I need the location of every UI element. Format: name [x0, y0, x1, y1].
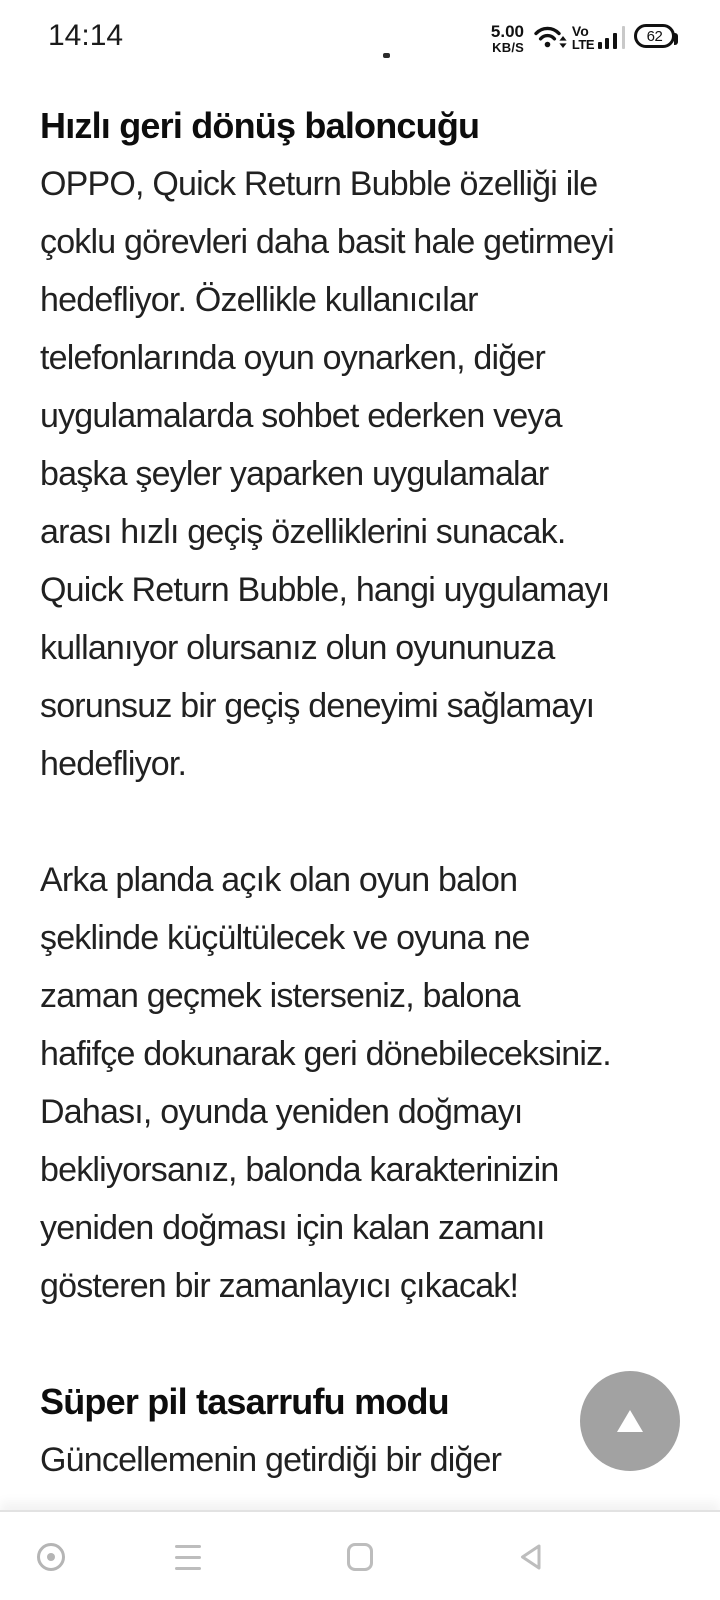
nav-smart-sidebar-button[interactable]	[6, 1512, 96, 1600]
nav-recents-button[interactable]	[315, 1512, 405, 1600]
nav-menu-button[interactable]	[143, 1512, 233, 1600]
circle-dot-icon	[37, 1543, 65, 1571]
text-line: telefonlarında oyun oynarken, diğer	[40, 339, 546, 377]
text-line: bekliyorsanız, balonda karakterinizin	[40, 1151, 559, 1189]
text-line: uygulamalarda sohbet ederken veya	[40, 397, 562, 435]
text-line: hedefliyor. Özellikle kullanıcılar	[40, 281, 478, 319]
hamburger-menu-icon	[175, 1545, 201, 1570]
paragraph-1	[40, 155, 680, 793]
section-heading-super-battery-saver: Süper pil tasarrufu modu	[40, 1381, 449, 1422]
text-line: Güncellemenin getirdiği bir diğer	[40, 1441, 502, 1479]
up-triangle-icon	[617, 1410, 643, 1432]
text-line: gösteren bir zamanlayıcı çıkacak!	[40, 1267, 519, 1305]
nav-back-button[interactable]	[486, 1512, 576, 1600]
section-heading-quick-return-bubble: Hızlı geri dönüş baloncuğu	[40, 105, 480, 146]
text-line: şeklinde küçültülecek ve oyuna ne	[40, 919, 530, 957]
navigation-bar	[0, 1510, 720, 1600]
text-line: hafifçe dokunarak geri dönebileceksiniz.	[40, 1035, 611, 1073]
text-line: çoklu görevleri daha basit hale getirmeyi	[40, 223, 614, 261]
volte-line1: Vo	[571, 23, 589, 39]
network-speed-unit: KB/S	[492, 40, 524, 55]
text-line: Arka planda açık olan oyun balon	[40, 861, 518, 899]
volte-line2: LTE	[571, 37, 594, 52]
text-line: sorunsuz bir geçiş deneyimi sağlamayı	[40, 687, 595, 725]
text-line: hedefliyor.	[40, 745, 187, 783]
text-line: arası hızlı geçiş özelliklerini sunacak.	[40, 513, 566, 551]
clock: 14:14	[48, 19, 124, 52]
text-line: kullanıyor olursanız olun oyununuza	[40, 629, 555, 667]
rounded-square-icon	[347, 1543, 373, 1571]
network-speed-value: 5.00	[490, 22, 524, 41]
paragraph-2	[40, 851, 680, 1315]
battery-percent: 62	[646, 27, 663, 45]
scroll-to-top-button[interactable]	[580, 1371, 680, 1471]
text-line: zaman geçmek isterseniz, balona	[40, 977, 520, 1015]
back-triangle-icon	[516, 1542, 546, 1572]
text-line: Quick Return Bubble, hangi uygulamayı	[40, 571, 610, 609]
text-line: OPPO, Quick Return Bubble özelliği ile	[40, 165, 598, 203]
text-line: başka şeyler yaparken uygulamalar	[40, 455, 549, 493]
text-line: Dahası, oyunda yeniden doğmayı	[40, 1093, 523, 1131]
text-line: yeniden doğması için kalan zamanı	[40, 1209, 545, 1247]
